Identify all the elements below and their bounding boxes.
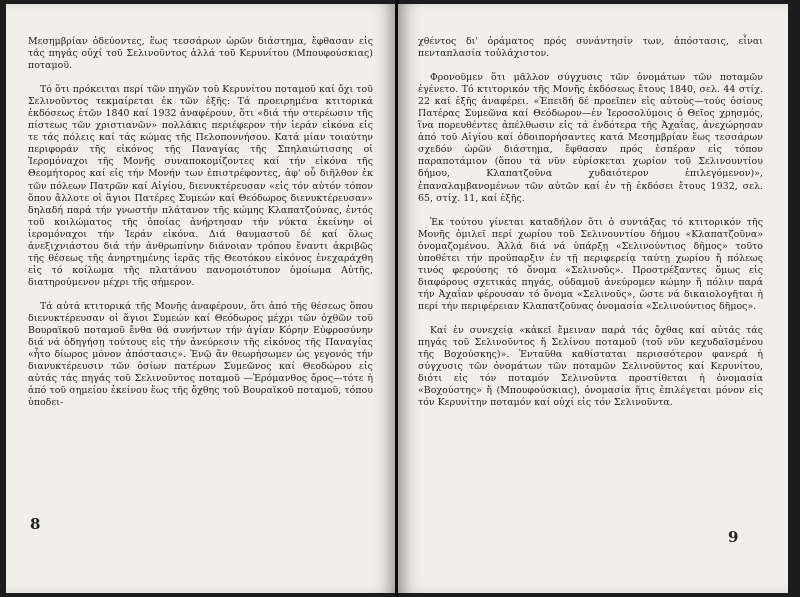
right-page-text	[418, 36, 763, 421]
right-page	[398, 4, 788, 593]
paragraph: χθέντος δι' ὁράματος πρός συνάντησίν των, ἀπόστασις, εἶναι πενταπλασία τοὐλάχιστον.	[418, 36, 763, 60]
paragraph: Ἐκ τούτου γίνεται καταδήλον ὅτι ὁ συντάξας τό κτιτορικόν τῆς Μονῆς ὁμιλεῖ περί χωρίου τοῦ Σελινουντίου δήμου «Κλαπατζοῦνα» ὀνομαζομένου. Ἀλλά διά νά ὑπάρξῃ «Σελινούντιος δῆμος» τοῦτο ὑποθέτει τήν προϋπαρξιν ἐν τῇ περιφερείᾳ ταύτῃ χωρίου ἤ πόλεως τινός φερούσης τό ὄνομα «Σελινοῦς». Προστρέξαντες ὅμως εἰς διαφόρους σχετικάς πηγάς, οὐδαμοῦ ἀνεύρομεν κώμην ἤ πόλιν παρά τήν Ἀχαΐαν φέρουσαν τό ὄνομα «Σελινοῦς», ὥστε νά δικαιολογῆται ἡ περί τήν περιφέρειαν Κλαπατζοῦνας ὀνομασία «Σελινούντιος δῆμος».	[418, 216, 763, 312]
left-page-text	[28, 36, 373, 421]
paragraph: Μεσημβρίαν ὁδεύοντες, ἕως τεσσάρων ὡρῶν διάστημα, ἔφθασαν εἰς τάς πηγάς οὐχί τοῦ Σελινοῦντος ἀλλά τοῦ Κερυνίτου (Μπουφούσκιας) ποταμοῦ.	[28, 36, 373, 72]
paragraph: Τά αὐτά κτιτορικά τῆς Μονῆς ἀναφέρουν, ὅτι ἀπό τῆς θέσεως ὅπου διενυκτέρευσαν οἱ ἅγιοι Συμεών καί Θεόδωρος μέχρι τῶν ὀχθῶν τοῦ Βουραϊκοῦ ποταμοῦ ἔνθα θά συνήντων τήν ἁγίαν Κόρην Εὐφροσύνην διά νά ὁδηγήσῃ τούτους εἰς τήν ἀνεύρεσιν τῆς εἰκόνος τῆς Παναγίας «ἦτο δίωρος μόνον ἀπόστασις». Ἐνῷ ἄν θεωρήσωμεν ὡς γεγονός τήν διανυκτέρευσιν τῶν ὁσίων πατέρων Συμεῶνος καί Θεοδώρου εἰς αὐτάς τάς πηγάς τοῦ Σελινοῦντος ποταμοῦ —Ἐρόμανθος ὄρος—τότε ἡ ἀπό τοῦ σημείου ἐκείνου ἕως τῆς ὄχθης τοῦ Βουραϊκοῦ ποταμοῦ, τόπου ὑποδει-	[28, 300, 373, 409]
paragraph: Καί ἐν συνεχείᾳ «κἀκεῖ ἔμειναν παρά τάς ὄχθας καί αὐτάς τάς πηγάς τοῦ Σελινοῦντος ἤ Σελίνου ποταμοῦ (τοῦ νῦν κεχυδαϊσμένου τῆς Βοχούσκης)». Ἐνταῦθα καθίσταται περισσότερον φανερά ἡ σύγχυσις τῶν ὀνομάτων τῶν ποταμῶν Σελινοῦντος καί Κερυνίτου, διότι εἰς τόν ποταμόν Σελινοῦντα προστίθεται ἡ ὀνομασία «Βοχούστης» ἤ (Μπουφούσκιας), ὀνομασία ἥτις ἐπιλέγεται μόνον εἰς τόν Κερυνίτην ποταμόν καί οὐχί εἰς τόν Σελινοῦντα.	[418, 324, 763, 409]
page-number: 8	[30, 515, 41, 533]
paragraph: Φρονοῦμεν ὅτι μᾶλλον σύγχυσις τῶν ὀνομάτων τῶν ποταμῶν ἐγένετο. Τό κτιτορικόν τῆς Μονῆς ἐκδόσεως ἔτους 1840, σελ. 44 στίχ. 22 καί ἑξῆς ἀναφέρει. «Ἐπειδή δέ προεῖπεν εἰς αὐτοὺς—τούς ὁσίους Πατέρας Συμεῶνα καί Θεόδωρον—ἐν Ἱεροσολύμοις ὁ Θεῖος χρησμός, ἵνα πορευθέντες ἀπέλθωσιν εἰς τά ἐνδότερα τῆς Ἀχαΐας, ἀνεχώρησαν ἀπό τοῦ Αἰγίου καί ὁδοιπορήσαντες κατά Μεσημβρίαν ἕως τεσσάρων σχεδόν ὡρῶν διάστημα, ἔφθασαν πρός ἐσπέραν εἰς τόπον παραποτάμιον (ὅπου τά νῦν εὑρίσκεται χωρίον τοῦ Σελινουντίου δήμου, Κλαπατζοῦνα χυδαιότερον ἐπιλεγόμενον)», ἐπαναλαμβανομένων τῶν αὐτῶν καί ἐν τῇ ἐκδόσει ἔτους 1932, σελ. 65, στίχ. 11, καί ἑξῆς.	[418, 72, 763, 204]
paragraph: Τό ὅτι πρόκειται περί τῶν πηγῶν τοῦ Κερυνίτου ποταμοῦ καί ὄχι τοῦ Σελινοῦντος τεκμαίρεται ἐκ τῶν ἑξῆς: Τά προειρημένα κτιτορικά ἐκδόσεως ἐτῶν 1840 καί 1932 ἀναφέρουν, ὅτι «διά τήν στερέωσιν τῆς πίστεως τῶν χριστιανῶν» πολλάκις περιέφερον τήν ἱεράν εἰκόνα εἰς τε τάς πόλεις καί τάς κώμας τῆς Πελοποννήσου. Κατά μίαν τοιαύτην περιφοράν τῆς εἰκόνος τῆς Παναγίας τῆς Σπηλαιώτισσης οἱ Ἱερομόναχοι τῆς Μονῆς συναποκομίζοντες καί τήν εἰκόνα τῆς Θεομήτορος καί εἰς τήν Μονήν των ἐπιστρέφοντες, ἀφ' οὗ διῆλθον ἐκ τῶν πόλεων Πατρῶν καί Αἰγίου, διενυκτέρευσαν «εἰς τόν αὐτόν τόπον ὅπου ἄλλοτε οἱ ἅγιοι Πατέρες Συμεών καί Θεόδωρος διενυκτέρευσαν» δηλαδή παρά τήν γνωστήν πλάτανον τῆς κώμης Κλαπατζούνας, ἐντός τοῦ κοιλώματος τῆς ὁποίας ἀνήρτησαν τήν νύκτα ἐκείνην οἱ ἱερομόναχοι τήν Ἱεράν εἰκόνα. Διά θαυμαστοῦ δέ καί ὅλως ἀνεξιχνιάστου διά τήν ἀνθρωπίνην διάνοιαν τρόπου ἔναντι ἀκριβῶς τῆς θέσεως τῆς ἀνηρτημένης ἱερᾶς τῆς Θεοτόκου εἰκόνος ἐνεχαράχθη εἰς τό κοίλωμα τῆς πλατάνου πανομοιότυπον ὁμοίωμα Αὐτῆς, διατηρούμενον μέχρι τῆς σήμερον.	[28, 84, 373, 288]
page-number: 9	[728, 528, 739, 546]
left-page	[6, 4, 396, 593]
